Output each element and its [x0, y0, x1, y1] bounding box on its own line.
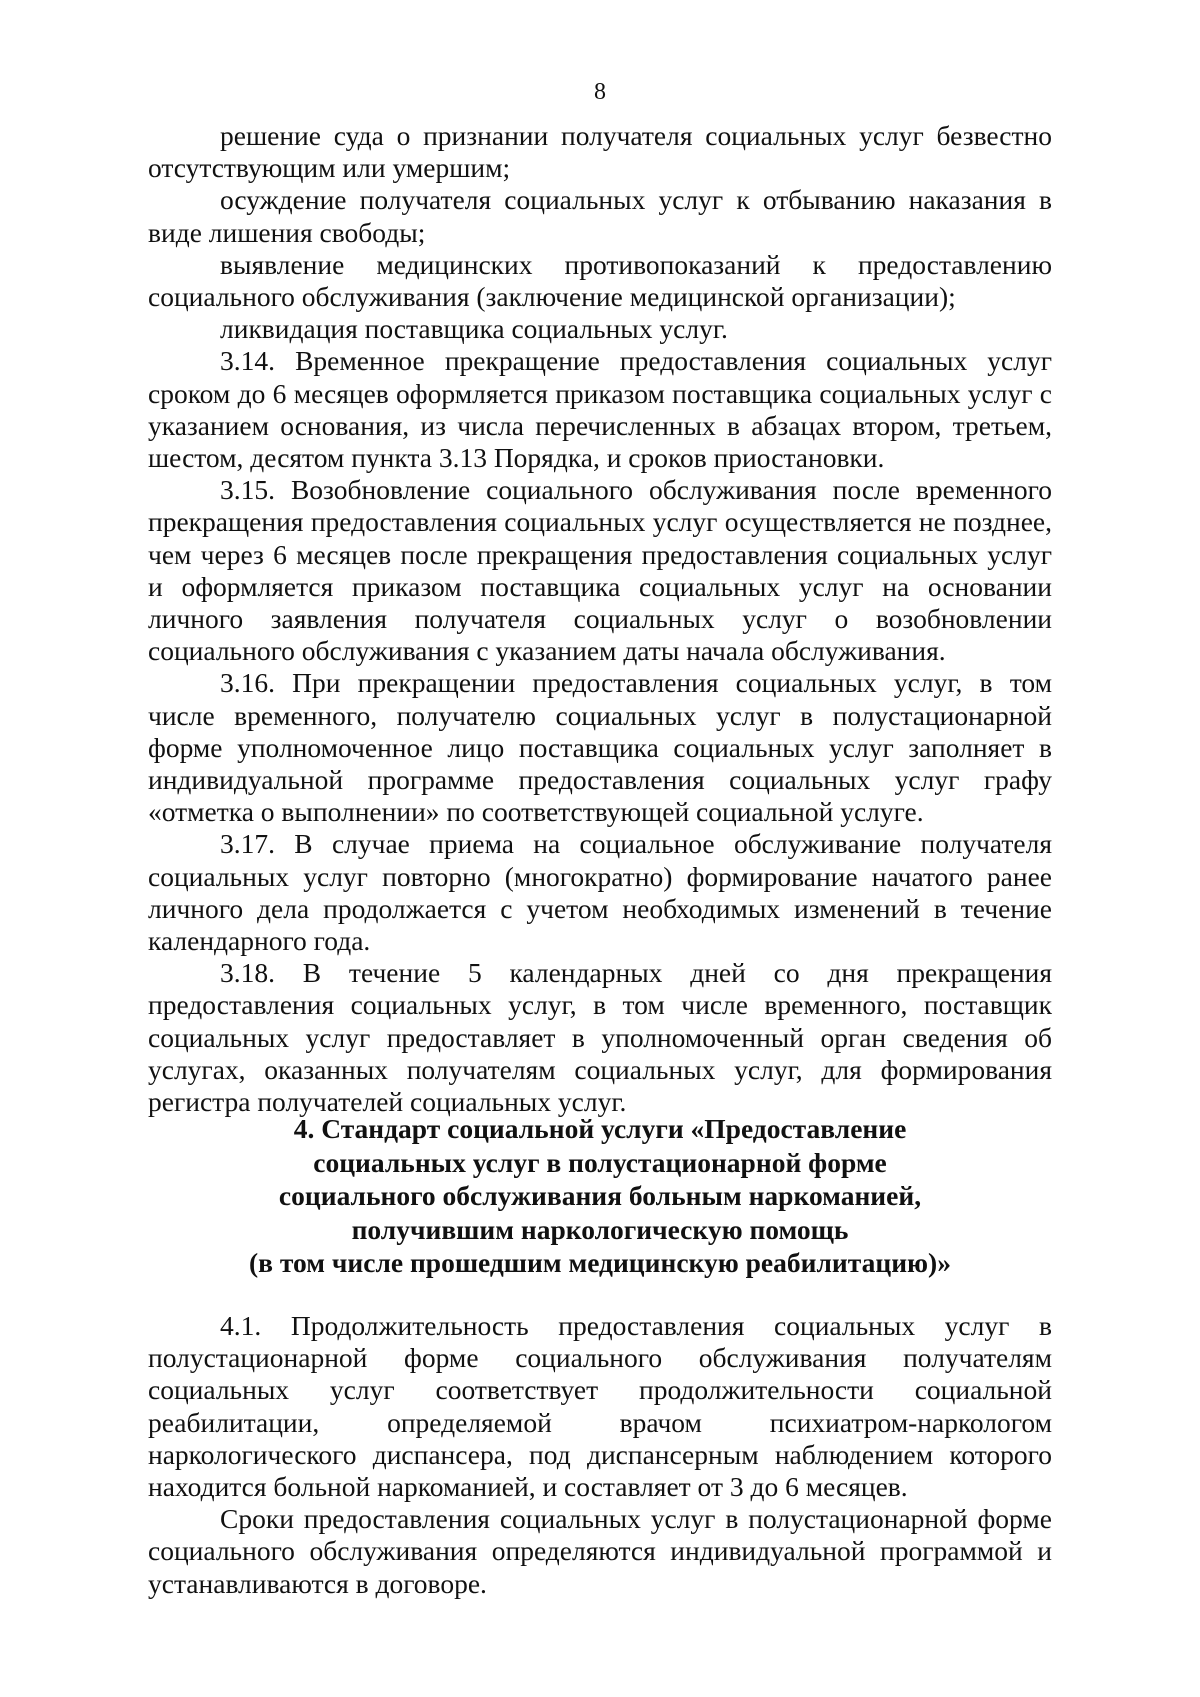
section-heading-line: (в том числе прошедшим медицинскую реабилитацию)»: [249, 1247, 951, 1278]
section-heading-line: 4. Стандарт социальной услуги «Предоставление: [293, 1113, 907, 1144]
section-heading-line: получившим наркологическую помощь: [351, 1213, 849, 1245]
paragraph: выявление медицинских противопоказаний к предоставлению социального обслуживания (заключение медицинской организации);: [148, 248, 1052, 313]
section-heading: [148, 1112, 1052, 1280]
paragraph-3-15: 3.15. Возобновление социального обслуживания после временного прекращения предоставления социальных услуг осуществляется не позднее, чем через 6 месяцев после прекращения предоставления социальных услуг и оформляется приказом поставщика социальных услуг на основании личного заявления получателя социальных услуг о возобновлении социального обслуживания с указанием даты начала обслуживания.: [148, 474, 1052, 667]
page-number: 8: [594, 79, 606, 105]
body-text-top: [148, 120, 1052, 1118]
paragraph-4-1: 4.1. Продолжительность предоставления социальных услуг в полустационарной форме социального обслуживания получателям социальных услуг соответствует продолжительности социальной реабилитации, определяемой врачом психиатром-наркологом наркологического диспансера, под диспансерным наблюдением которого находится больной наркоманией, и составляет от 3 до 6 месяцев.: [148, 1310, 1052, 1503]
paragraph: осуждение получателя социальных услуг к отбыванию наказания в виде лишения свободы;: [148, 184, 1052, 248]
paragraph: решение суда о признании получателя социальных услуг безвестно отсутствующим или умершим;: [148, 120, 1052, 184]
body-text-bottom: [148, 1310, 1052, 1600]
paragraph-3-16: 3.16. При прекращении предоставления социальных услуг, в том числе временного, получателю социальных услуг в полустационарной форме уполномоченное лицо поставщика социальных услуг заполняет в индивидуальной программе предоставления социальных услуг графу «отметка о выполнении» по соответствующей социальной услуге.: [148, 667, 1052, 828]
paragraph-3-18: 3.18. В течение 5 календарных дней со дня прекращения предоставления социальных услуг, в том числе временного, поставщик социальных услуг предоставляет в уполномоченный орган сведения об услугах, оказанных получателям социальных услуг, для формирования регистра получателей социальных услуг.: [148, 957, 1052, 1118]
section-heading-line: социальных услуг в полустационарной форме: [313, 1146, 887, 1178]
paragraph-3-17: 3.17. В случае приема на социальное обслуживание получателя социальных услуг повторно (многократно) формирование начатого ранее личного дела продолжается с учетом необходимых изменений в течение календарного года.: [148, 828, 1052, 957]
paragraph: ликвидация поставщика социальных услуг.: [220, 313, 728, 345]
section-heading-line: социального обслуживания больным наркоманией,: [278, 1180, 922, 1211]
paragraph-3-14: 3.14. Временное прекращение предоставления социальных услуг сроком до 6 месяцев оформляется приказом поставщика социальных услуг с указанием основания, из числа перечисленных в абзацах втором, третьем, шестом, десятом пункта 3.13 Порядка, и сроков приостановки.: [148, 345, 1052, 474]
paragraph: Сроки предоставления социальных услуг в полустационарной форме социального обслуживания определяются индивидуальной программой и устанавливаются в договоре.: [148, 1503, 1052, 1599]
